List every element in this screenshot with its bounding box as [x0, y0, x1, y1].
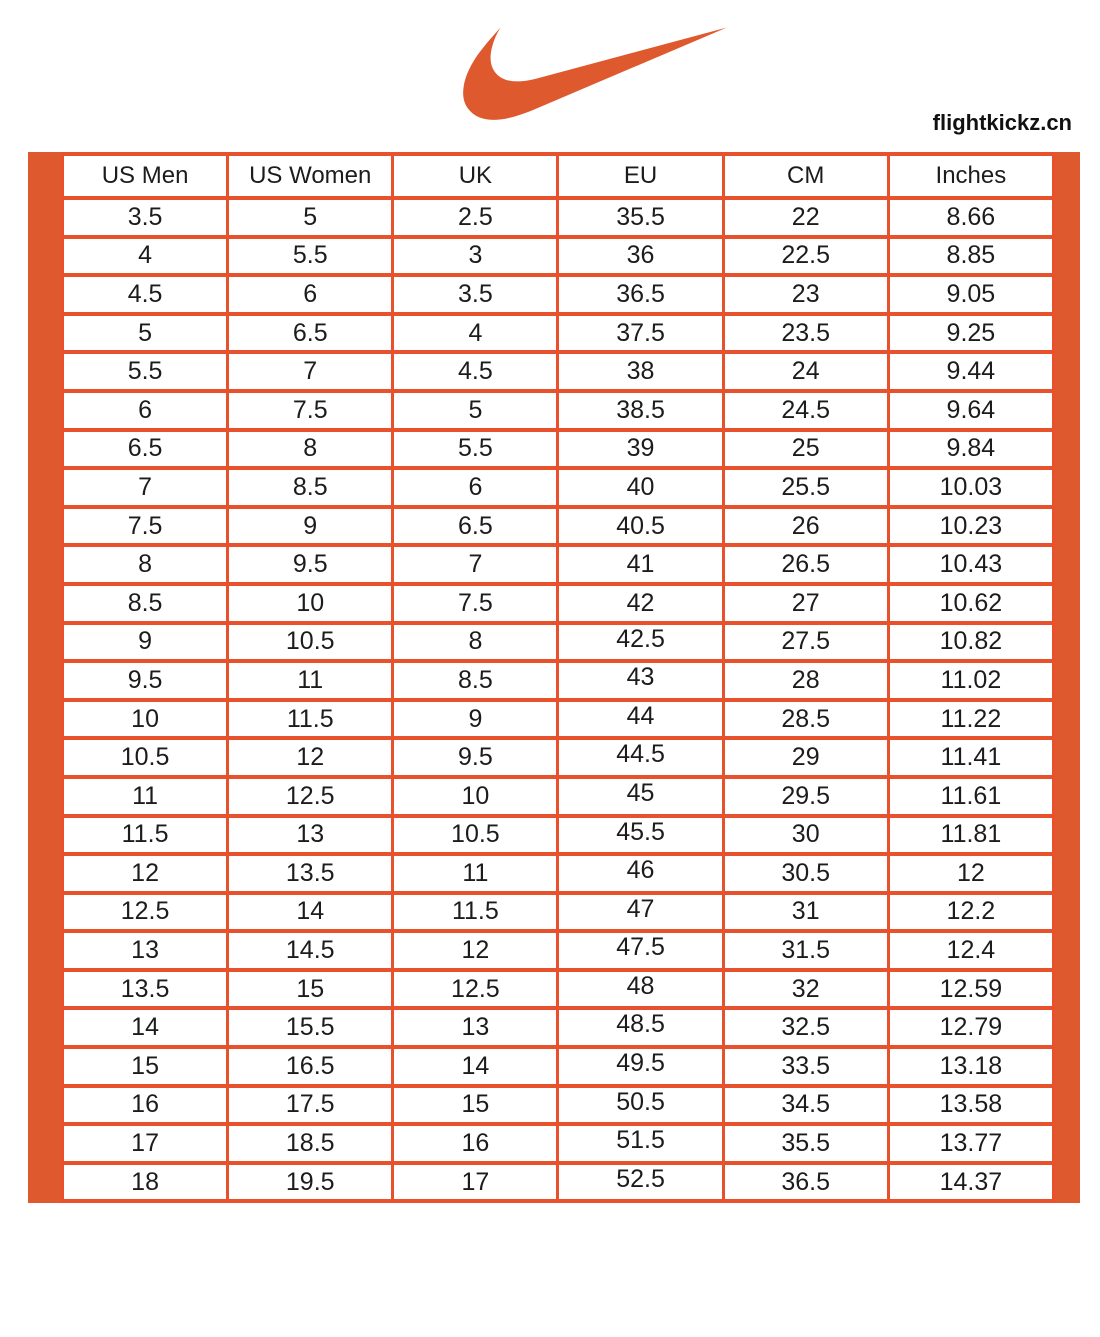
table-row [63, 1124, 1054, 1163]
table-cell: 6.5 [228, 314, 393, 353]
table-cell: 6 [228, 275, 393, 314]
table-cell: 10 [63, 700, 228, 739]
table-cell: 8.85 [888, 237, 1053, 276]
table-cell: 8 [63, 545, 228, 584]
table-header [63, 154, 1054, 198]
table-cell: 49.5 [558, 1047, 723, 1086]
left-accent-bar [28, 152, 61, 1203]
table-cell: 10.03 [888, 468, 1053, 507]
table-cell: 11.61 [888, 777, 1053, 816]
table-cell: 45.5 [558, 816, 723, 855]
table-cell: 3 [393, 237, 558, 276]
table-cell: 10.5 [63, 738, 228, 777]
table-cell: 6 [393, 468, 558, 507]
table-row [63, 584, 1054, 623]
table-cell: 38 [558, 352, 723, 391]
column-header: UK [393, 154, 558, 198]
table-row [63, 314, 1054, 353]
table-cell: 9.05 [888, 275, 1053, 314]
table-cell: 47 [558, 893, 723, 932]
table-row [63, 275, 1054, 314]
table-cell: 5.5 [393, 430, 558, 469]
table-row [63, 661, 1054, 700]
table-cell: 24 [723, 352, 888, 391]
table-cell: 25.5 [723, 468, 888, 507]
table-row [63, 352, 1054, 391]
table-cell: 47.5 [558, 931, 723, 970]
table-cell: 7.5 [228, 391, 393, 430]
table-cell: 31.5 [723, 931, 888, 970]
table-cell: 23.5 [723, 314, 888, 353]
table-cell: 36.5 [558, 275, 723, 314]
table-cell: 7 [63, 468, 228, 507]
table-cell: 9.5 [228, 545, 393, 584]
table-cell: 13 [63, 931, 228, 970]
table-cell: 35.5 [723, 1124, 888, 1163]
table-cell: 48 [558, 970, 723, 1009]
table-cell: 17 [63, 1124, 228, 1163]
table-cell: 12 [393, 931, 558, 970]
table-cell: 8 [228, 430, 393, 469]
table-row [63, 931, 1054, 970]
table-cell: 26.5 [723, 545, 888, 584]
table-cell: 7 [228, 352, 393, 391]
table-cell: 7.5 [63, 507, 228, 546]
table-cell: 33.5 [723, 1047, 888, 1086]
table-row [63, 391, 1054, 430]
table-cell: 5 [228, 198, 393, 237]
table-cell: 27.5 [723, 623, 888, 662]
table-cell: 42 [558, 584, 723, 623]
table-cell: 13 [393, 1008, 558, 1047]
table-cell: 25 [723, 430, 888, 469]
column-header: Inches [888, 154, 1053, 198]
table-cell: 9 [228, 507, 393, 546]
table-cell: 27 [723, 584, 888, 623]
table-cell: 11.5 [393, 893, 558, 932]
table-cell: 24.5 [723, 391, 888, 430]
table-cell: 9.5 [63, 661, 228, 700]
table-cell: 9.84 [888, 430, 1053, 469]
table-cell: 11 [393, 854, 558, 893]
table-row [63, 1008, 1054, 1047]
table-cell: 12.2 [888, 893, 1053, 932]
table-cell: 4.5 [393, 352, 558, 391]
table-row [63, 1163, 1054, 1202]
table-cell: 8.66 [888, 198, 1053, 237]
table-cell: 37.5 [558, 314, 723, 353]
nike-swoosh-icon [450, 22, 740, 122]
table-row [63, 738, 1054, 777]
table-row [63, 854, 1054, 893]
table-cell: 14 [228, 893, 393, 932]
table-cell: 8.5 [393, 661, 558, 700]
table-cell: 16 [63, 1086, 228, 1125]
table-cell: 9.25 [888, 314, 1053, 353]
table-cell: 3.5 [393, 275, 558, 314]
table-cell: 45 [558, 777, 723, 816]
table-cell: 48.5 [558, 1008, 723, 1047]
table-cell: 11.22 [888, 700, 1053, 739]
table-cell: 14.37 [888, 1163, 1053, 1202]
table-cell: 36.5 [723, 1163, 888, 1202]
table-cell: 3.5 [63, 198, 228, 237]
table-cell: 12 [228, 738, 393, 777]
table-row [63, 816, 1054, 855]
table-cell: 12.5 [393, 970, 558, 1009]
table-cell: 11.81 [888, 816, 1053, 855]
table-cell: 15 [63, 1047, 228, 1086]
table-cell: 9.5 [393, 738, 558, 777]
table-cell: 14 [393, 1047, 558, 1086]
table-cell: 18 [63, 1163, 228, 1202]
table-cell: 44.5 [558, 738, 723, 777]
table-cell: 6.5 [393, 507, 558, 546]
table-cell: 50.5 [558, 1086, 723, 1125]
table-cell: 35.5 [558, 198, 723, 237]
table-row [63, 893, 1054, 932]
size-conversion-table [61, 152, 1055, 1203]
table-cell: 16 [393, 1124, 558, 1163]
table-row [63, 970, 1054, 1009]
table-cell: 13.5 [63, 970, 228, 1009]
header-row [63, 154, 1054, 198]
table-cell: 34.5 [723, 1086, 888, 1125]
table-body [63, 198, 1054, 1201]
table-cell: 40 [558, 468, 723, 507]
table-cell: 11 [63, 777, 228, 816]
table-row [63, 430, 1054, 469]
table-cell: 13.18 [888, 1047, 1053, 1086]
table-cell: 12 [888, 854, 1053, 893]
table-cell: 2.5 [393, 198, 558, 237]
table-cell: 39 [558, 430, 723, 469]
table-cell: 32.5 [723, 1008, 888, 1047]
table-cell: 17.5 [228, 1086, 393, 1125]
table-cell: 28.5 [723, 700, 888, 739]
table-cell: 4 [63, 237, 228, 276]
table-cell: 23 [723, 275, 888, 314]
table-cell: 11.02 [888, 661, 1053, 700]
table-cell: 9 [393, 700, 558, 739]
table-cell: 32 [723, 970, 888, 1009]
table-cell: 42.5 [558, 623, 723, 662]
table-cell: 7.5 [393, 584, 558, 623]
table-row [63, 468, 1054, 507]
table-cell: 10.43 [888, 545, 1053, 584]
table-cell: 16.5 [228, 1047, 393, 1086]
table-cell: 10 [393, 777, 558, 816]
table-cell: 26 [723, 507, 888, 546]
table-cell: 15 [228, 970, 393, 1009]
table-cell: 5.5 [228, 237, 393, 276]
column-header: US Men [63, 154, 228, 198]
table-cell: 11.5 [63, 816, 228, 855]
table-cell: 9.44 [888, 352, 1053, 391]
column-header: EU [558, 154, 723, 198]
table-cell: 19.5 [228, 1163, 393, 1202]
table-cell: 38.5 [558, 391, 723, 430]
table-cell: 44 [558, 700, 723, 739]
column-header: CM [723, 154, 888, 198]
table-cell: 6.5 [63, 430, 228, 469]
table-cell: 13.77 [888, 1124, 1053, 1163]
table-cell: 40.5 [558, 507, 723, 546]
table-cell: 8.5 [63, 584, 228, 623]
table-cell: 30.5 [723, 854, 888, 893]
table-cell: 12.5 [228, 777, 393, 816]
table-cell: 6 [63, 391, 228, 430]
table-cell: 29 [723, 738, 888, 777]
table-row [63, 545, 1054, 584]
table-row [63, 777, 1054, 816]
table-cell: 11.41 [888, 738, 1053, 777]
table-cell: 10.82 [888, 623, 1053, 662]
table-cell: 30 [723, 816, 888, 855]
table-cell: 13.58 [888, 1086, 1053, 1125]
column-header: US Women [228, 154, 393, 198]
table-cell: 4.5 [63, 275, 228, 314]
table-row [63, 700, 1054, 739]
right-accent-bar [1055, 152, 1080, 1203]
table-cell: 13.5 [228, 854, 393, 893]
table-cell: 46 [558, 854, 723, 893]
table-cell: 10.5 [393, 816, 558, 855]
table-cell: 8.5 [228, 468, 393, 507]
table-cell: 11.5 [228, 700, 393, 739]
table-cell: 5.5 [63, 352, 228, 391]
table-cell: 17 [393, 1163, 558, 1202]
table-cell: 52.5 [558, 1163, 723, 1202]
size-chart [28, 152, 1080, 1203]
table-cell: 12.4 [888, 931, 1053, 970]
table-cell: 12 [63, 854, 228, 893]
table-cell: 10 [228, 584, 393, 623]
table-cell: 43 [558, 661, 723, 700]
table-cell: 10.5 [228, 623, 393, 662]
table-cell: 7 [393, 545, 558, 584]
table-cell: 31 [723, 893, 888, 932]
table-cell: 22.5 [723, 237, 888, 276]
table-row [63, 1047, 1054, 1086]
table-cell: 28 [723, 661, 888, 700]
table-cell: 5 [393, 391, 558, 430]
table-cell: 36 [558, 237, 723, 276]
table-cell: 15 [393, 1086, 558, 1125]
table-cell: 14.5 [228, 931, 393, 970]
table-row [63, 1086, 1054, 1125]
table-row [63, 507, 1054, 546]
table-row [63, 623, 1054, 662]
site-name: flightkickz.cn [932, 110, 1072, 135]
table-cell: 11 [228, 661, 393, 700]
table-cell: 12.79 [888, 1008, 1053, 1047]
table-cell: 14 [63, 1008, 228, 1047]
table-cell: 29.5 [723, 777, 888, 816]
table-cell: 41 [558, 545, 723, 584]
table-cell: 22 [723, 198, 888, 237]
table-cell: 12.59 [888, 970, 1053, 1009]
table-cell: 12.5 [63, 893, 228, 932]
table-cell: 13 [228, 816, 393, 855]
table-cell: 9.64 [888, 391, 1053, 430]
table-row [63, 237, 1054, 276]
table-cell: 51.5 [558, 1124, 723, 1163]
table-cell: 10.23 [888, 507, 1053, 546]
table-cell: 18.5 [228, 1124, 393, 1163]
table-row [63, 198, 1054, 237]
table-cell: 4 [393, 314, 558, 353]
table-cell: 5 [63, 314, 228, 353]
table-cell: 9 [63, 623, 228, 662]
table-cell: 15.5 [228, 1008, 393, 1047]
table-cell: 8 [393, 623, 558, 662]
table-cell: 10.62 [888, 584, 1053, 623]
